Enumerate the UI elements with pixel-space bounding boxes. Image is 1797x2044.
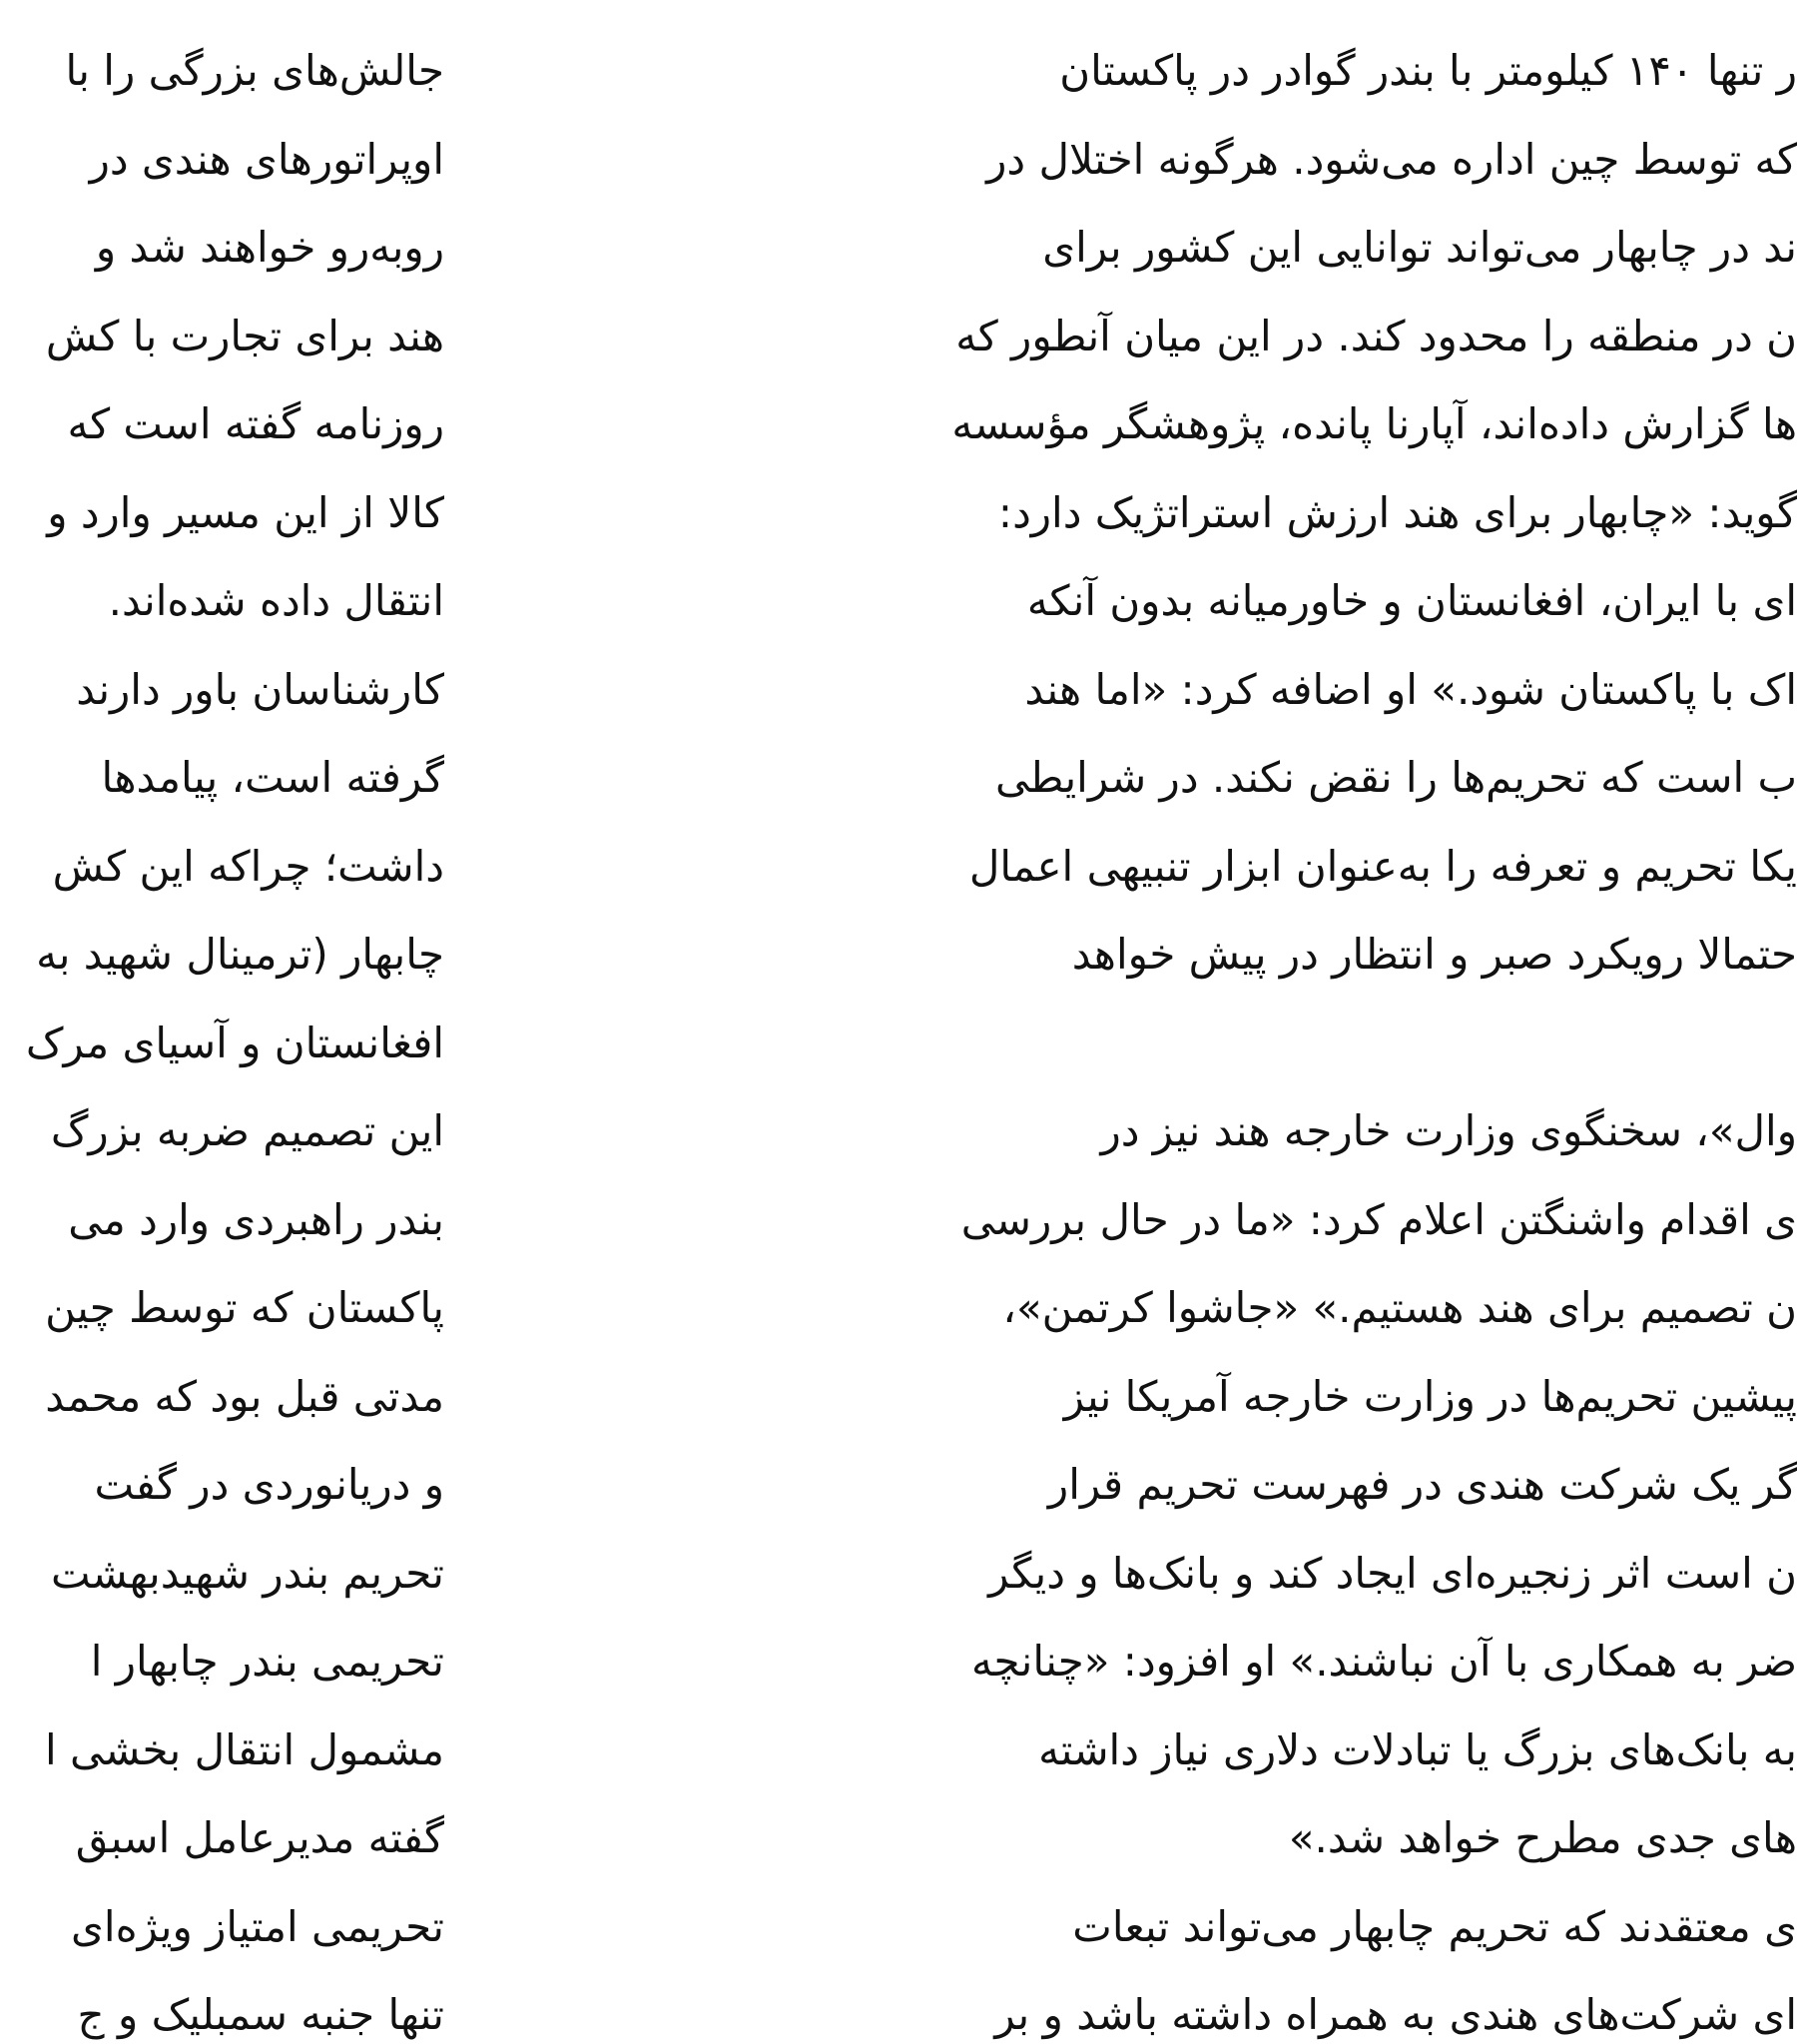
left-column-line: تحریمی بندر چابهار ا xyxy=(90,1637,444,1686)
right-column-line: ی معتقدند که تحریم چابهار می‌تواند تبعات xyxy=(1072,1901,1797,1951)
left-column-line: کارشناسان باور دارند xyxy=(76,664,444,714)
left-column-line: تحریمی امتیاز ویژه‌ای xyxy=(71,1901,444,1951)
right-column-line: اک با پاکستان شود.» او اضافه کرد: «اما هند xyxy=(1024,664,1797,714)
right-column-line: حتمالا رویکرد صبر و انتظار در پیش خواهد xyxy=(1071,930,1797,979)
left-column-line: این تصمیم ضربه بزرگ xyxy=(50,1106,444,1155)
left-column-line: و دریانوردی در گفت xyxy=(94,1460,444,1509)
left-column-line: مدتی قبل بود که محمد xyxy=(45,1371,444,1421)
right-column-line: ها گزارش داده‌اند، آپارنا پانده، پژوهشگر مؤسسه xyxy=(951,399,1797,448)
left-column-line: هند برای تجارت با کش xyxy=(45,311,444,360)
left-column-line: چابهار (ترمینال شهید به xyxy=(36,930,444,979)
right-column-line: وال»، سخنگوی وزارت خارجه هند نیز در xyxy=(1100,1106,1797,1155)
right-column-line: پیشین تحریم‌ها در وزارت خارجه آمریکا نیز xyxy=(1063,1371,1797,1421)
right-column-line: ای با ایران، افغانستان و خاورمیانه بدون آنکه xyxy=(1026,576,1797,625)
right-column-line: ن است اثر زنجیره‌ای ایجاد کند و بانک‌ها و دیگر xyxy=(988,1548,1797,1598)
right-column-line: ر تنها ۱۴۰ کیلومتر با بندر گوادر در پاکستان xyxy=(1059,46,1797,95)
right-column-line: ای شرکت‌های هندی به همراه داشته باشد و بر xyxy=(994,1990,1797,2039)
right-column-line: به بانک‌های بزرگ یا تبادلات دلاری نیاز داشته xyxy=(1038,1724,1797,1774)
left-column-line: کالا از این مسیر وارد و xyxy=(47,487,444,537)
left-column-line: جالش‌های بزرگی را با xyxy=(65,46,444,95)
left-column-line: روبه‌رو خواهند شد و xyxy=(95,223,444,272)
right-column-line: گر یک شرکت هندی در فهرست تحریم قرار xyxy=(1047,1460,1797,1509)
left-column-line: انتقال داده شده‌اند. xyxy=(108,576,444,625)
right-column-line: های جدی مطرح خواهد شد.» xyxy=(1288,1813,1797,1862)
left-column-line: گفته مدیرعامل اسبق xyxy=(75,1813,444,1862)
left-column-line: مشمول انتقال بخشی ا xyxy=(44,1724,444,1774)
right-column-line: ن تصمیم برای هند هستیم.» «جاشوا کرتمن»، xyxy=(1002,1283,1797,1332)
right-column-line: یکا تحریم و تعرفه را به‌عنوان ابزار تنبیهی اعمال xyxy=(968,841,1797,891)
left-column-line: روزنامه گفته است که xyxy=(67,399,444,448)
left-column-line: تحریم بندر شهیدبهشت xyxy=(50,1548,444,1598)
right-column-line: ب است که تحریم‌ها را نقض نکند. در شرایطی xyxy=(995,753,1797,802)
left-column-line: بندر راهبردی وارد می xyxy=(68,1194,444,1244)
left-column-line: داشت؛ چراکه این کش xyxy=(52,841,444,891)
right-column-line: ضر به همکاری با آن نباشند.» او افزود: «چنانچه xyxy=(971,1637,1797,1686)
left-column-line: پاکستان که توسط چین xyxy=(45,1283,444,1332)
right-column-line: گوید: «چابهار برای هند ارزش استراتژیک دارد: xyxy=(997,487,1797,537)
right-column-line: ی اقدام واشنگتن اعلام کرد: «ما در حال بررسی xyxy=(960,1194,1797,1244)
left-column-line: گرفته است، پیامدها xyxy=(101,753,444,802)
left-column-line: تنها جنبه سمبلیک و ج xyxy=(77,1990,444,2039)
right-column-line: که توسط چین اداره می‌شود. هرگونه اختلال در xyxy=(986,134,1797,184)
right-column-line: ن در منطقه را محدود کند. در این میان آنطور که xyxy=(955,311,1797,360)
left-column-line: اوپراتورهای هندی در xyxy=(89,134,444,184)
left-column-line: افغانستان و آسیای مرک xyxy=(25,1018,444,1067)
right-column-line: ند در چابهار می‌تواند توانایی این کشور برای xyxy=(1042,223,1797,272)
